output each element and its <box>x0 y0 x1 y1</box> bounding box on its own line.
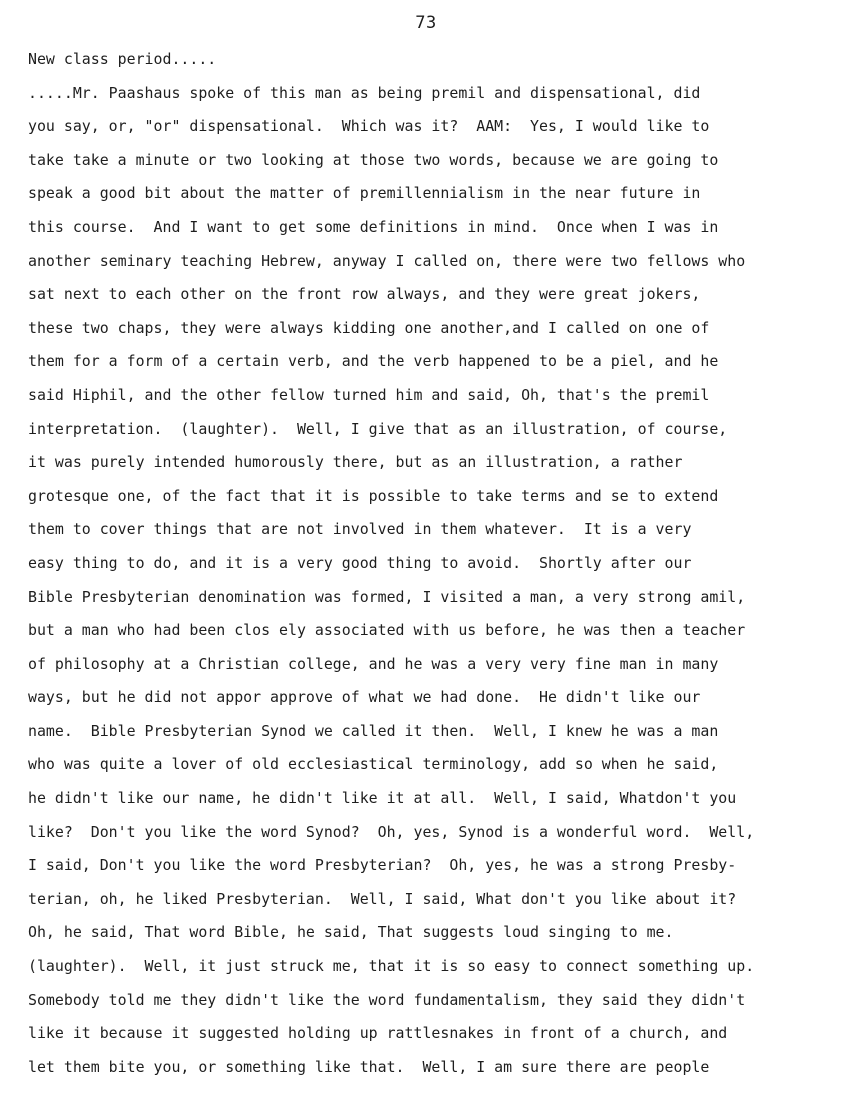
text-line: like? Don't you like the word Synod? Oh, yes, Synod is a wonderful word. Well, <box>28 822 755 841</box>
text-line: these two chaps, they were always kidding one another,and I called on one of <box>28 318 710 337</box>
text-line: it was purely intended humorously there, but as an illustration, a rather <box>28 453 683 472</box>
text-line: another seminary teaching Hebrew, anyway I called on, there were two fellows who <box>28 251 746 270</box>
text-line: of philosophy at a Christian college, and he was a very very fine man in many <box>28 654 719 673</box>
text-line: grotesque one, of the fact that it is possible to take terms and se to extend <box>28 486 719 505</box>
text-line: let them bite you, or something like that. Well, I am sure there are people <box>28 1057 710 1076</box>
text-line: Bible Presbyterian denomination was formed, I visited a man, a very strong amil, <box>28 587 746 606</box>
text-line: .....Mr. Paashaus spoke of this man as being premil and dispensational, did <box>28 83 701 102</box>
text-line: terian, oh, he liked Presbyterian. Well, I said, What don't you like about it? <box>28 889 737 908</box>
text-line: Oh, he said, That word Bible, he said, That suggests loud singing to me. <box>28 923 674 942</box>
text-line: he didn't like our name, he didn't like it at all. Well, I said, Whatdon't you <box>28 789 737 808</box>
text-line: but a man who had been clos ely associated with us before, he was then a teacher <box>28 621 746 640</box>
text-line: this course. And I want to get some definitions in mind. Once when I was in <box>28 217 719 236</box>
text-line: interpretation. (laughter). Well, I give that as an illustration, of course, <box>28 419 728 438</box>
body-text <box>28 48 852 1089</box>
text-line: said Hiphil, and the other fellow turned him and said, Oh, that's the premil <box>28 385 710 404</box>
text-line: them for a form of a certain verb, and the verb happened to be a piel, and he <box>28 352 719 371</box>
text-line: them to cover things that are not involved in them whatever. It is a very <box>28 520 692 539</box>
text-line: you say, or, "or" dispensational. Which was it? AAM: Yes, I would like to <box>28 117 710 136</box>
text-line: who was quite a lover of old ecclesiastical terminology, add so when he said, <box>28 755 719 774</box>
text-line: (laughter). Well, it just struck me, that it is so easy to connect something up. <box>28 957 755 976</box>
text-line: easy thing to do, and it is a very good thing to avoid. Shortly after our <box>28 553 692 572</box>
text-line: take take a minute or two looking at those two words, because we are going to <box>28 150 719 169</box>
text-line: name. Bible Presbyterian Synod we called it then. Well, I knew he was a man <box>28 721 719 740</box>
text-line: I said, Don't you like the word Presbyterian? Oh, yes, he was a strong Presby- <box>28 856 737 875</box>
page-number: 73 <box>415 13 437 33</box>
text-line: sat next to each other on the front row always, and they were great jokers, <box>28 285 701 304</box>
text-line: speak a good bit about the matter of premillennialism in the near future in <box>28 184 701 203</box>
text-line: Somebody told me they didn't like the word fundamentalism, they said they didn't <box>28 990 746 1009</box>
text-line: like it because it suggested holding up rattlesnakes in front of a church, and <box>28 1024 728 1043</box>
text-line: New class period..... <box>28 50 217 68</box>
text-line: ways, but he did not appor approve of what we had done. He didn't like our <box>28 688 701 707</box>
